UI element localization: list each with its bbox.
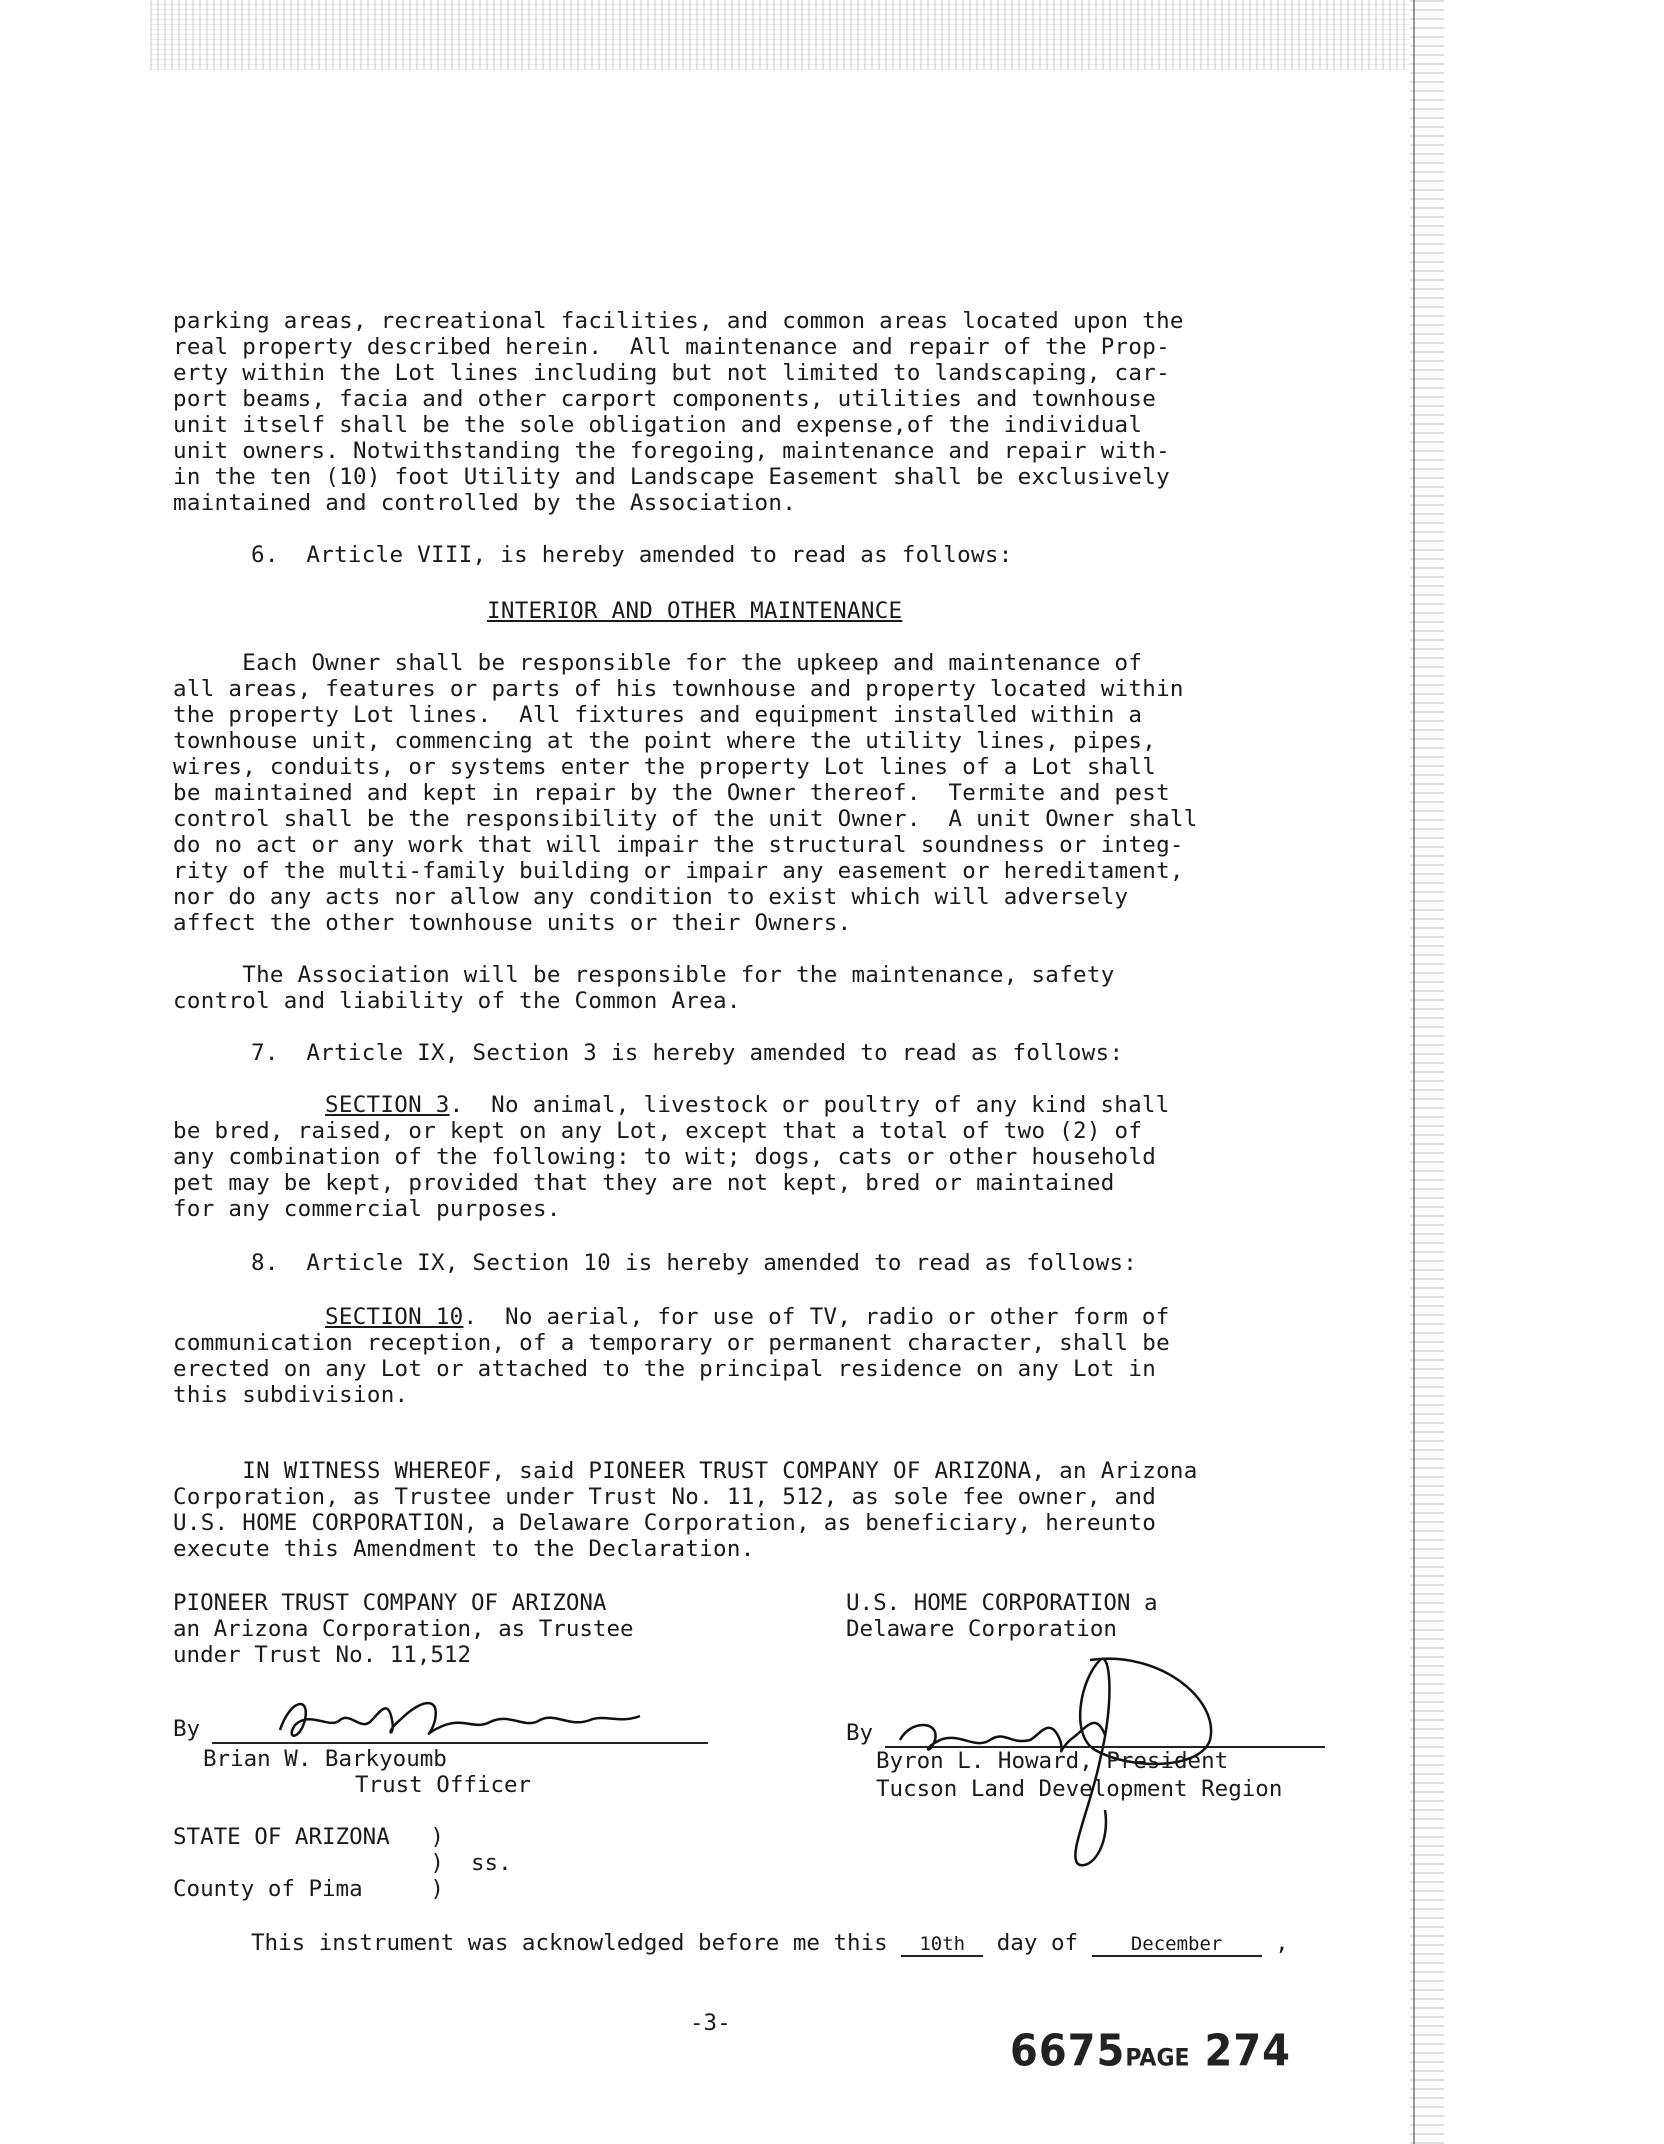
- scan-edge-line: [1413, 0, 1415, 2144]
- paragraph-association-responsibility: The Association will be responsible for the maintenance, safety control and liability of the Common Area.: [173, 962, 1115, 1014]
- ack-month: December: [1092, 1933, 1262, 1957]
- section-10-paragraph: [173, 1304, 1170, 1408]
- signatory-left-block: PIONEER TRUST COMPANY OF ARIZONA an Arizona Corporation, as Trustee under Trust No. 11,512: [173, 1590, 634, 1668]
- signature-barkyoumb: [270, 1690, 650, 1750]
- recording-page-number: 274: [1204, 2025, 1291, 2077]
- heading-interior-maintenance: INTERIOR AND OTHER MAINTENANCE: [487, 598, 903, 624]
- item-6-article-viii: 6. Article VIII, is hereby amended to read as follows:: [251, 542, 1013, 568]
- signer-left-title: Trust Officer: [355, 1772, 532, 1798]
- by-label-left: By: [173, 1716, 201, 1742]
- docket-number: 6675: [1010, 2025, 1126, 2077]
- section-10-first-line: . No aerial, for use of TV, radio or other form of: [463, 1304, 1170, 1330]
- signatory-right-block: U.S. HOME CORPORATION a Delaware Corporation: [846, 1590, 1158, 1642]
- ack-prefix: This instrument was acknowledged before me this: [251, 1930, 902, 1956]
- section-3-first-line: . No animal, livestock or poultry of any kind shall: [449, 1092, 1170, 1118]
- venue-ss: ) ss.: [173, 1850, 512, 1876]
- signer-right-name: Byron L. Howard, President: [876, 1748, 1229, 1774]
- by-label-right: By: [846, 1720, 874, 1746]
- section-3-label: SECTION 3: [325, 1092, 450, 1118]
- signer-left-name: Brian W. Barkyoumb: [203, 1746, 447, 1772]
- scan-edge-right: [1410, 0, 1444, 2144]
- section-10-label: SECTION 10: [325, 1304, 464, 1330]
- acknowledgment-line: [251, 1930, 1289, 1957]
- signer-right-title: Tucson Land Development Region: [876, 1776, 1283, 1802]
- scan-noise-top: [150, 0, 1410, 70]
- venue-county: County of Pima ): [173, 1876, 444, 1902]
- recording-stamp: [1010, 2026, 1291, 2077]
- section-10-rest: communication reception, of a temporary or permanent character, shall be erected on any Lot or attached to the principal residence on any Lot in this subdivision.: [173, 1330, 1170, 1408]
- witness-paragraph: IN WITNESS WHEREOF, said PIONEER TRUST COMPANY OF ARIZONA, an Arizona Corporation, as Trustee under Trust No. 11, 512, as sole fee owner, and U.S. HOME CORPORATION, a Delaware Corporation, as beneficiary, hereunto execute this Amendment to the Declaration.: [173, 1458, 1198, 1562]
- page-word: PAGE: [1125, 2044, 1190, 2072]
- ack-day: 10th: [901, 1933, 983, 1957]
- venue-state: STATE OF ARIZONA ): [173, 1824, 444, 1850]
- page-number: -3-: [690, 2010, 731, 2036]
- ack-suffix: ,: [1261, 1930, 1289, 1956]
- paragraph-maintenance-continued: parking areas, recreational facilities, and common areas located upon the real property described herein. All maintenance and repair of the Prop- erty within the Lot lines including but not limited to landscaping, car- port beams, facia and other carport components, utilities and townhouse unit itself shall be the sole obligation and expense,of the individual unit owners. Notwithstanding the foregoing, maintenance and repair with- in the ten (10) foot Utility and Landscape Easement shall be exclusively maintained and controlled by the Association.: [173, 308, 1184, 516]
- ack-middle: day of: [983, 1930, 1092, 1956]
- item-8-article-ix-section-10: 8. Article IX, Section 10 is hereby amended to read as follows:: [251, 1250, 1138, 1276]
- section-3-rest: be bred, raised, or kept on any Lot, except that a total of two (2) of any combination of the following: to wit; dogs, cats or other household pet may be kept, provided that they are not kept, bred or maintained for any commercial purposes.: [173, 1118, 1157, 1222]
- section-3-paragraph: [173, 1092, 1170, 1222]
- paragraph-each-owner: Each Owner shall be responsible for the upkeep and maintenance of all areas, features or parts of his townhouse and property located within the property Lot lines. All fixtures and equipment installed within a townhouse unit, commencing at the point where the utility lines, pipes, wires, conduits, or systems enter the property Lot lines of a Lot shall be maintained and kept in repair by the Owner thereof. Termite and pest control shall be the responsibility of the unit Owner. A unit Owner shall do no act or any work that will impair the structural soundness or integ- rity of the multi-family building or impair any easement or hereditament, nor do any acts nor allow any condition to exist which will adversely affect the other townhouse units or their Owners.: [173, 650, 1198, 936]
- item-7-article-ix-section-3: 7. Article IX, Section 3 is hereby amended to read as follows:: [251, 1040, 1124, 1066]
